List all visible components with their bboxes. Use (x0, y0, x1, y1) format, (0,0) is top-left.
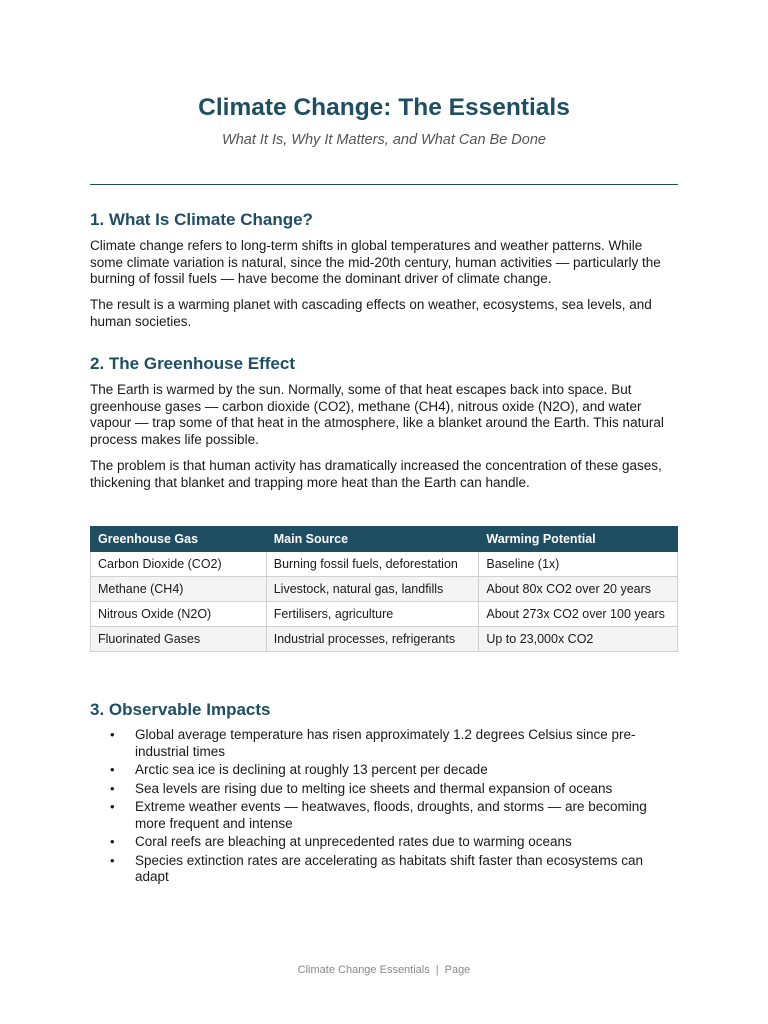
bullet-icon: • (110, 834, 115, 849)
table-header-potential: Warming Potential (479, 527, 678, 552)
document-subtitle: What It Is, Why It Matters, and What Can Be Done (222, 132, 546, 148)
bullet-icon: • (110, 780, 115, 796)
table-cell-potential: About 273x CO2 over 100 years (479, 602, 678, 627)
table-header-row (91, 527, 678, 552)
section-heading-greenhouse: 2. The Greenhouse Effect (90, 354, 295, 373)
impacts-list (90, 727, 678, 888)
list-item-text: Species extinction rates are accelerating as habitats shift faster than ecosystems can adapt (135, 852, 644, 884)
table-cell-source: Industrial processes, refrigerants (266, 627, 479, 652)
section2-paragraph-1: The Earth is warmed by the sun. Normally, some of that heat escapes back into space. But greenhouse gases — carbon dioxide (CO2), methane (CH4), nitrous oxide (N2O), and water vapour — trap some of that heat in the atmosphere, like a blanket around the Earth. This natural process makes life possible. (90, 382, 664, 447)
table-cell-source: Burning fossil fuels, deforestation (266, 552, 479, 577)
table-cell-potential: Up to 23,000x CO2 (479, 627, 678, 652)
list-item-text: Coral reefs are bleaching at unprecedented rates due to warming oceans (135, 834, 572, 849)
list-item (90, 727, 655, 760)
list-item (90, 799, 655, 832)
list-item (90, 834, 655, 851)
footer-separator: | (435, 964, 439, 976)
table-row (91, 552, 678, 577)
list-item-text: Sea levels are rising due to melting ice sheets and thermal expansion of oceans (135, 780, 613, 796)
table-cell-gas: Methane (CH4) (91, 577, 267, 602)
table-cell-source: Fertilisers, agriculture (266, 602, 479, 627)
footer-page-label: Page (444, 964, 471, 976)
table-cell-gas: Fluorinated Gases (91, 627, 267, 652)
table-header-source: Main Source (266, 527, 479, 552)
list-item-text: Extreme weather events — heatwaves, floods, droughts, and storms — are becoming more frequent and intense (135, 799, 647, 831)
list-item (90, 853, 655, 886)
section-heading-what-is: 1. What Is Climate Change? (90, 210, 313, 229)
bullet-icon: • (110, 799, 115, 814)
list-item-text: Arctic sea ice is declining at roughly 13 percent per decade (135, 762, 488, 777)
section-heading-impacts: 3. Observable Impacts (90, 700, 271, 719)
table-row (91, 602, 678, 627)
footer-document-name: Climate Change Essentials (297, 964, 430, 976)
greenhouse-gas-table (90, 526, 678, 652)
title-divider (90, 184, 678, 185)
table-cell-gas: Carbon Dioxide (CO2) (91, 552, 267, 577)
list-item-text: Global average temperature has risen approximately 1.2 degrees Celsius since pre-industrial times (135, 727, 636, 759)
table-cell-source: Livestock, natural gas, landfills (266, 577, 479, 602)
table-cell-potential: Baseline (1x) (479, 552, 678, 577)
document-title: Climate Change: The Essentials (198, 94, 570, 121)
list-item (90, 781, 655, 798)
bullet-icon: • (110, 762, 115, 777)
table-row (91, 627, 678, 652)
bullet-icon: • (110, 727, 115, 742)
section1-paragraph-2: The result is a warming planet with cascading effects on weather, ecosystems, sea levels, and human societies. (90, 297, 652, 329)
table-cell-gas: Nitrous Oxide (N2O) (91, 602, 267, 627)
table-cell-potential: About 80x CO2 over 20 years (479, 577, 678, 602)
table-header-gas: Greenhouse Gas (91, 527, 267, 552)
section2-paragraph-2: The problem is that human activity has dramatically increased the concentration of these gases, thickening that blanket and trapping more heat than the Earth can handle. (90, 458, 662, 490)
section1-paragraph-1: Climate change refers to long-term shifts in global temperatures and weather patterns. While some climate variation is natural, since the mid-20th century, human activities — particularly the burning of fossil fuels — have become the dominant driver of climate change. (90, 238, 661, 286)
bullet-icon: • (110, 852, 115, 868)
table-row (91, 577, 678, 602)
list-item (90, 762, 655, 779)
page-footer (0, 964, 768, 976)
